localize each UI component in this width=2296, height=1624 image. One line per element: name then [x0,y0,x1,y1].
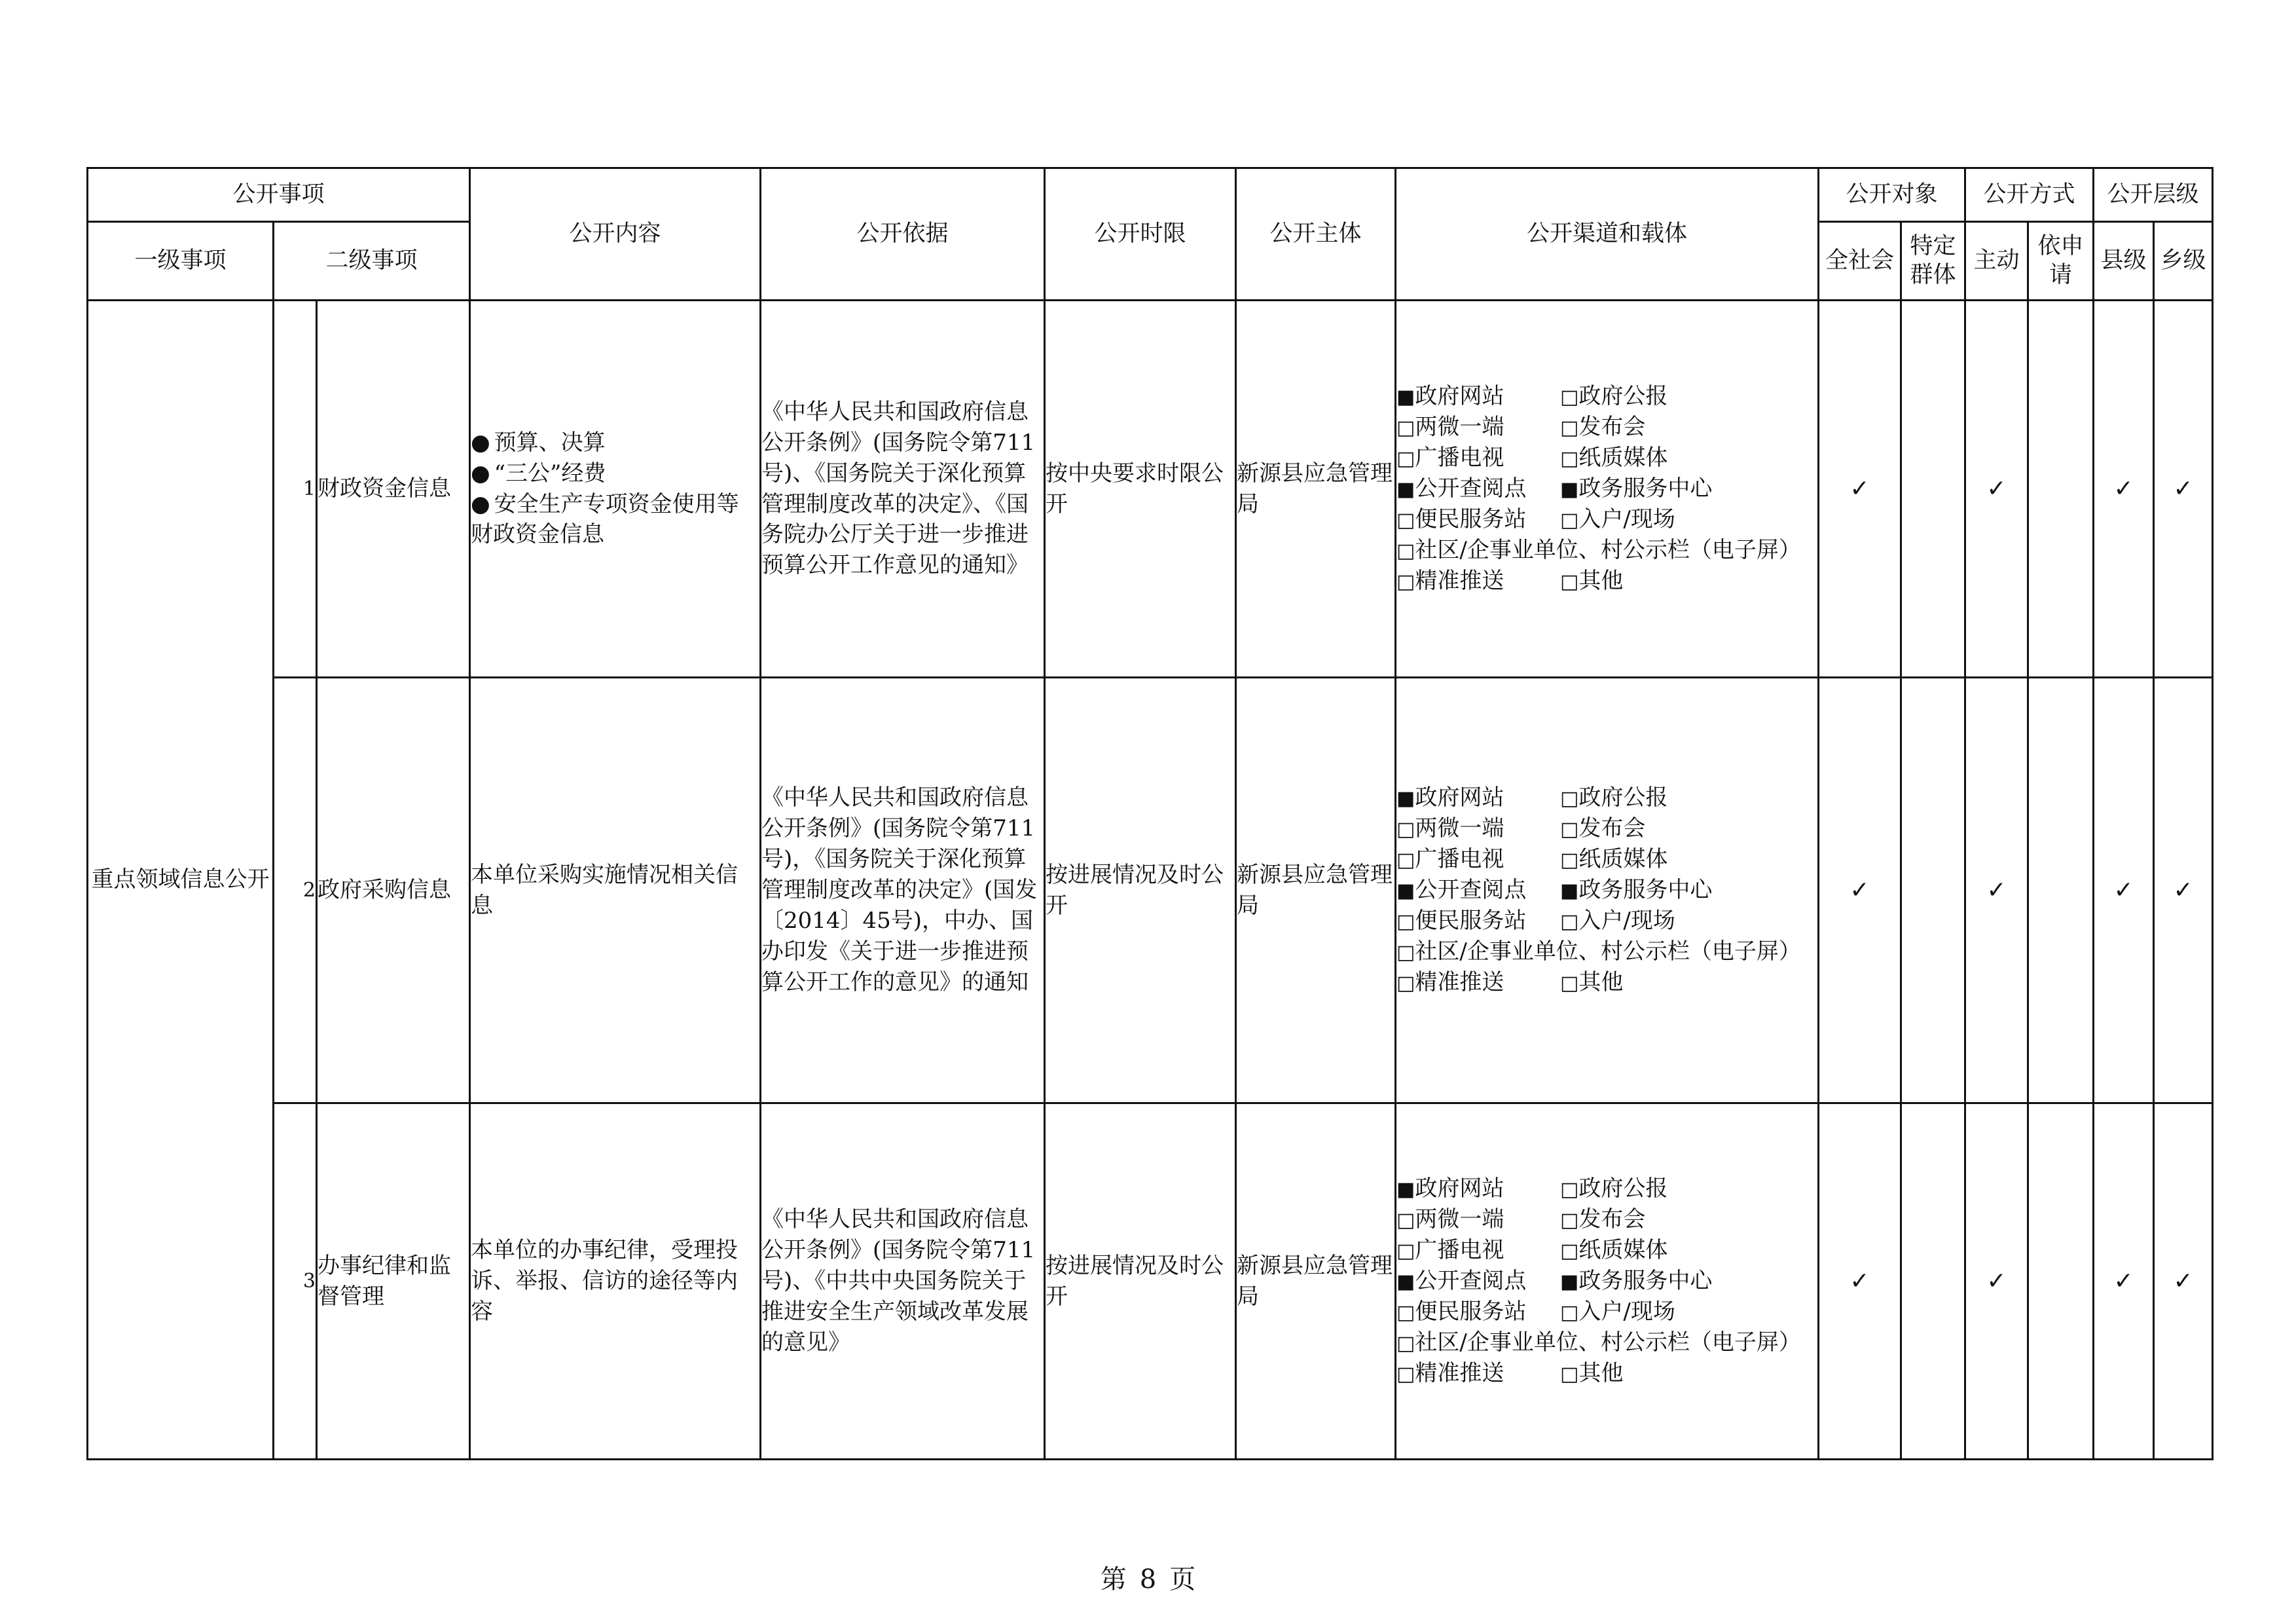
unchecked-box-icon: □ [1560,570,1579,593]
channel-gov-website: 政府网站 [1415,383,1504,410]
checked-box-icon: ■ [1560,478,1579,502]
channel-two-micro: 两微一端 [1415,414,1504,441]
header-specific-group: 特定群体 [1901,222,1965,301]
channel-precise-push: 精准推送 [1415,969,1504,995]
header-subject: 公开主体 [1236,168,1396,301]
checked-box-icon: ■ [1396,879,1415,903]
header-proactive: 主动 [1965,222,2028,301]
unchecked-box-icon: □ [1396,508,1415,532]
checked-box-icon: ■ [1396,787,1415,811]
check-mark-icon: ✓ [2094,1103,2154,1460]
header-all-society: 全社会 [1819,222,1901,301]
basis-cell: 《中华人民共和国政府信息公开条例》(国务院令第711号)、《中共中央国务院关于推进安全生产领域改革发展的意见》 [761,1103,1045,1460]
channel-other: 其他 [1578,1359,1624,1386]
header-channels: 公开渠道和载体 [1396,168,1819,301]
channel-gov-website: 政府网站 [1415,784,1504,811]
channel-community-board: 社区/企事业单位、村公示栏（电子屏） [1415,536,1801,563]
header-content: 公开内容 [470,168,761,301]
channel-two-micro: 两微一端 [1415,1206,1504,1233]
empty-cell [1901,1103,1965,1460]
channel-print-media: 纸质媒体 [1578,1237,1668,1264]
checked-box-icon: ■ [1396,386,1415,409]
level2-item: 政府采购信息 [317,678,470,1103]
channel-reading-point: 公开查阅点 [1415,1268,1527,1295]
table-row [88,301,2213,678]
channel-print-media: 纸质媒体 [1578,445,1668,471]
unchecked-box-icon: □ [1560,416,1579,440]
subject-cell: 新源县应急管理局 [1236,678,1396,1103]
channel-community-board: 社区/企事业单位、村公示栏（电子屏） [1415,1329,1801,1356]
checked-box-icon: ■ [1396,1270,1415,1294]
channel-home-site: 入户/现场 [1578,506,1675,532]
checked-box-icon: ■ [1560,1270,1579,1294]
unchecked-box-icon: □ [1396,971,1415,995]
channel-convenience-station: 便民服务站 [1415,907,1527,934]
unchecked-box-icon: □ [1396,940,1415,964]
unchecked-box-icon: □ [1396,416,1415,440]
check-mark-icon: ✓ [2154,678,2213,1103]
header-items: 公开事项 [88,168,470,222]
unchecked-box-icon: □ [1560,508,1579,532]
channel-reading-point: 公开查阅点 [1415,877,1527,904]
row-number: 1 [274,301,317,678]
channels-cell [1396,678,1819,1103]
header-target: 公开对象 [1819,168,1965,222]
level1-item: 重点领域信息公开 [88,301,274,1460]
check-mark-icon: ✓ [2094,301,2154,678]
page-footer [0,1559,2296,1596]
channel-radio-tv: 广播电视 [1415,846,1504,873]
header-level2: 二级事项 [274,222,470,301]
unchecked-box-icon: □ [1560,1178,1579,1202]
empty-cell [1901,678,1965,1103]
check-mark-icon: ✓ [1965,301,2028,678]
channel-gov-gazette: 政府公报 [1578,383,1668,410]
unchecked-box-icon: □ [1560,1301,1579,1324]
check-mark-icon: ✓ [1965,678,2028,1103]
content-bullet: ● 预算、决算 [471,428,759,458]
level2-item: 办事纪律和监督管理 [317,1103,470,1460]
unchecked-box-icon: □ [1396,849,1415,872]
channel-other: 其他 [1578,969,1624,995]
unchecked-box-icon: □ [1396,1240,1415,1263]
unchecked-box-icon: □ [1396,1362,1415,1386]
time-limit-cell: 按中央要求时限公开 [1045,301,1236,678]
unchecked-box-icon: □ [1396,910,1415,933]
unchecked-box-icon: □ [1396,447,1415,471]
channel-other: 其他 [1578,567,1624,594]
header-county: 县级 [2094,222,2154,301]
channel-convenience-station: 便民服务站 [1415,1298,1527,1325]
basis-cell: 《中华人民共和国政府信息公开条例》(国务院令第711号)、《国务院关于深化预算管理制度改革的决定》、《国务院办公厅关于进一步推进预算公开工作意见的通知》 [761,301,1045,678]
header-level1: 一级事项 [88,222,274,301]
channel-precise-push: 精准推送 [1415,1359,1504,1386]
unchecked-box-icon: □ [1560,818,1579,841]
check-mark-icon: ✓ [1819,1103,1901,1460]
check-mark-icon: ✓ [2154,301,2213,678]
channel-service-center: 政务服务中心 [1578,475,1713,502]
check-mark-icon: ✓ [1965,1103,2028,1460]
header-time-limit: 公开时限 [1045,168,1236,301]
time-limit-cell: 按进展情况及时公开 [1045,1103,1236,1460]
channel-convenience-station: 便民服务站 [1415,506,1527,532]
row-number: 2 [274,678,317,1103]
channel-gov-gazette: 政府公报 [1578,784,1668,811]
unchecked-box-icon: □ [1396,1209,1415,1232]
empty-cell [2028,678,2094,1103]
unchecked-box-icon: □ [1396,818,1415,841]
content-cell: 本单位采购实施情况相关信息 [470,678,761,1103]
unchecked-box-icon: □ [1396,570,1415,593]
header-basis: 公开依据 [761,168,1045,301]
unchecked-box-icon: □ [1560,910,1579,933]
unchecked-box-icon: □ [1560,849,1579,872]
row-number: 3 [274,1103,317,1460]
header-on-request: 依申请 [2028,222,2094,301]
unchecked-box-icon: □ [1560,1362,1579,1386]
header-township: 乡级 [2154,222,2213,301]
check-mark-icon: ✓ [2094,678,2154,1103]
channel-gov-gazette: 政府公报 [1578,1175,1668,1202]
content-bullet: ● “三公”经费 [471,458,759,489]
page-suffix: 页 [1169,1564,1196,1595]
channel-radio-tv: 广播电视 [1415,445,1504,471]
channel-print-media: 纸质媒体 [1578,846,1668,873]
unchecked-box-icon: □ [1396,1331,1415,1355]
unchecked-box-icon: □ [1560,386,1579,409]
channel-home-site: 入户/现场 [1578,1298,1675,1325]
channel-press-conf: 发布会 [1578,414,1646,441]
subject-cell: 新源县应急管理局 [1236,301,1396,678]
checked-box-icon: ■ [1396,478,1415,502]
page-prefix: 第 [1100,1564,1127,1595]
channel-press-conf: 发布会 [1578,815,1646,842]
table-row [88,1103,2213,1460]
unchecked-box-icon: □ [1396,539,1415,563]
unchecked-box-icon: □ [1396,1301,1415,1324]
channel-community-board: 社区/企事业单位、村公示栏（电子屏） [1415,938,1801,965]
table-row [88,678,2213,1103]
unchecked-box-icon: □ [1560,1209,1579,1232]
channels-cell [1396,301,1819,678]
empty-cell [2028,301,2094,678]
unchecked-box-icon: □ [1560,971,1579,995]
channel-gov-website: 政府网站 [1415,1175,1504,1202]
channel-service-center: 政务服务中心 [1578,1268,1713,1295]
check-mark-icon: ✓ [2154,1103,2213,1460]
channel-press-conf: 发布会 [1578,1206,1646,1233]
time-limit-cell: 按进展情况及时公开 [1045,678,1236,1103]
check-mark-icon: ✓ [1819,678,1901,1103]
channel-reading-point: 公开查阅点 [1415,475,1527,502]
empty-cell [1901,301,1965,678]
disclosure-table [86,167,2214,1460]
empty-cell [2028,1103,2094,1460]
content-bullet: ● 安全生产专项资金使用等财政资金信息 [471,489,759,551]
channel-service-center: 政务服务中心 [1578,877,1713,904]
checked-box-icon: ■ [1396,1178,1415,1202]
unchecked-box-icon: □ [1560,787,1579,811]
checked-box-icon: ■ [1560,879,1579,903]
level2-item: 财政资金信息 [317,301,470,678]
channel-home-site: 入户/现场 [1578,907,1675,934]
header-method: 公开方式 [1965,168,2094,222]
content-cell [470,301,761,678]
content-cell: 本单位的办事纪律，受理投诉、举报、信访的途径等内容 [470,1103,761,1460]
channel-radio-tv: 广播电视 [1415,1237,1504,1264]
page-number: 8 [1139,1564,1157,1595]
check-mark-icon: ✓ [1819,301,1901,678]
header-level: 公开层级 [2094,168,2213,222]
channel-precise-push: 精准推送 [1415,567,1504,594]
channel-two-micro: 两微一端 [1415,815,1504,842]
unchecked-box-icon: □ [1560,447,1579,471]
basis-cell: 《中华人民共和国政府信息公开条例》(国务院令第711号)，《国务院关于深化预算管理制度改革的决定》(国发〔2014〕45号)，中办、国办印发《关于进一步推进预算公开工作的意见》的通知 [761,678,1045,1103]
unchecked-box-icon: □ [1560,1240,1579,1263]
channels-cell [1396,1103,1819,1460]
subject-cell: 新源县应急管理局 [1236,1103,1396,1460]
